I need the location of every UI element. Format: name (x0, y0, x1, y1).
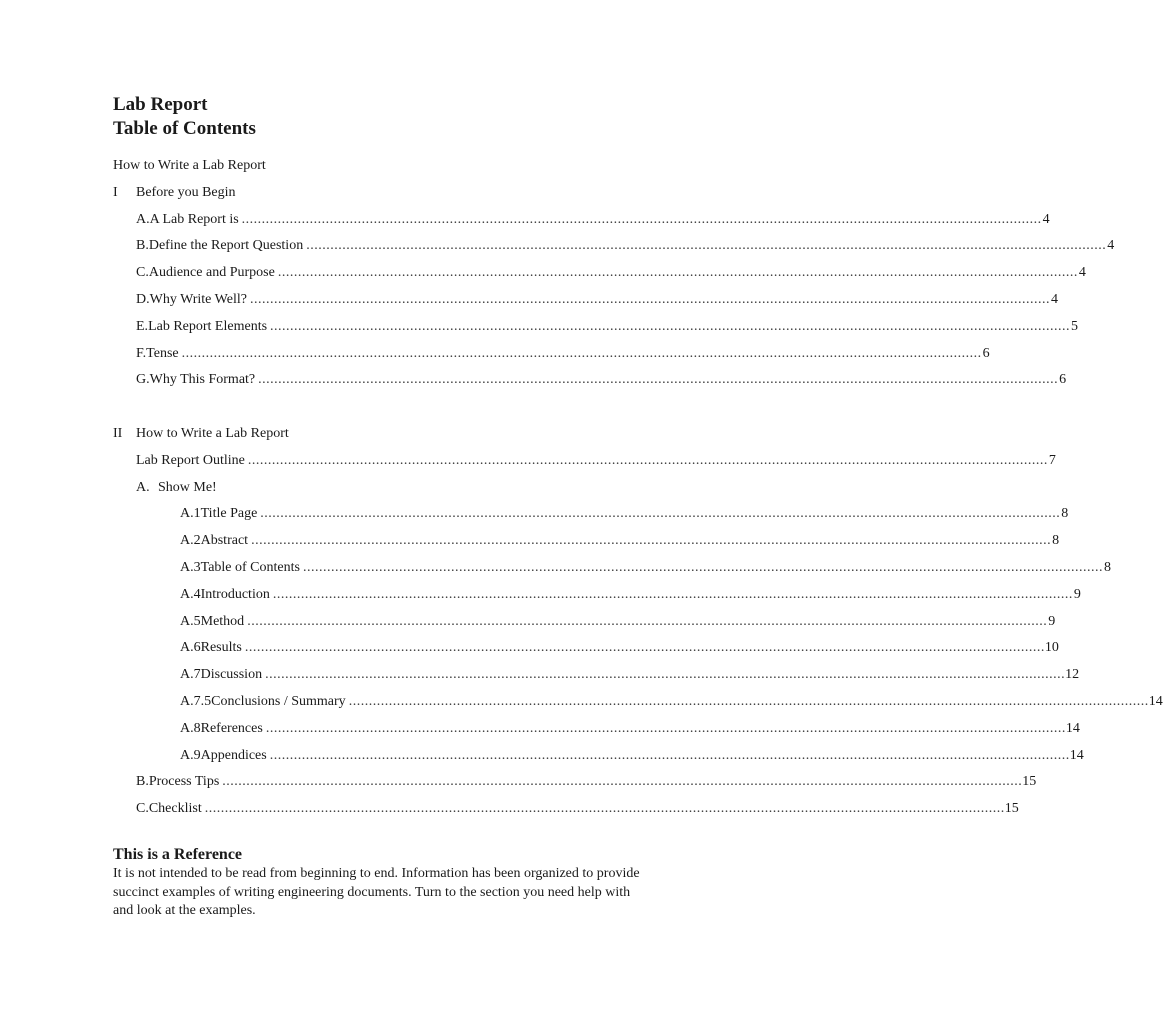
toc-entry (180, 531, 1060, 551)
toc-entry-text: Introduction (200, 586, 270, 602)
toc-entry (180, 692, 1163, 712)
toc-entry (136, 210, 1050, 230)
toc-entry-text: Lab Report Elements (148, 318, 268, 334)
toc-entry-page: 6 (982, 345, 990, 361)
toc-entry (136, 799, 1019, 819)
toc-entry-page: 12 (1065, 667, 1080, 683)
toc-entry-text: Conclusions / Summary (211, 694, 346, 709)
toc-entry (136, 263, 1086, 283)
toc-entry-text: Tense (146, 345, 179, 361)
toc-entry (180, 719, 1080, 739)
toc-entry-label: A.2 (180, 533, 201, 549)
toc-section-2 (0, 424, 768, 444)
dot-leader: ........................................................................................................................................................................................................ (302, 560, 1103, 575)
dot-leader: ........................................................................................................................................................................................................ (269, 747, 1070, 763)
toc-entry-label: E. (136, 318, 149, 334)
subsection-label: A. (136, 479, 150, 495)
toc-entry-page: 4 (1107, 238, 1115, 254)
toc-entry (136, 344, 990, 364)
reference-body: It is not intended to be read from beginning to end. Information has been organized to provide succinct examples of writing engineering documents. Turn to the section you need help with and look at the examples. (113, 866, 640, 918)
section-title: How to Write a Lab Report (136, 426, 289, 441)
toc-entry-label: A.3 (180, 560, 201, 575)
toc-entry-text: Abstract (200, 533, 249, 549)
toc-entry-label: B. (136, 238, 149, 254)
toc-entry-page: 15 (1004, 801, 1019, 817)
toc-entry-page: 4 (1078, 265, 1086, 281)
dot-leader: ........................................................................................................................................................................................................ (247, 452, 1048, 468)
subsection-title: Show Me! (158, 479, 217, 495)
dot-leader: ........................................................................................................................................................................................................ (251, 533, 1052, 549)
toc-entry (180, 585, 1081, 605)
toc-entry (180, 504, 1069, 524)
toc-entry (180, 665, 1080, 685)
toc-entry-label: A. (136, 211, 150, 227)
toc-entry-label: A.8 (180, 720, 201, 736)
toc-entry-text: Discussion (200, 667, 263, 683)
toc-entry-page: 7 (1048, 452, 1056, 468)
doc-subtitle: Table of Contents (113, 118, 256, 139)
doc-title: Lab Report (113, 94, 208, 115)
dot-leader: ........................................................................................................................................................................................................ (222, 774, 1023, 790)
toc-entry-label: D. (136, 292, 150, 307)
toc-entry-text: Process Tips (148, 774, 220, 790)
section-title: Before you Begin (136, 184, 236, 200)
toc-entry-outline (136, 451, 1056, 471)
toc-entry (136, 772, 1037, 792)
toc-entry-text: Why This Format? (149, 372, 256, 388)
toc-entry-label: A.7.5 (180, 694, 212, 709)
toc-entry-text: Checklist (148, 801, 202, 817)
toc-entry (180, 638, 1059, 658)
toc-entry (180, 612, 1056, 632)
toc-entry-page: 8 (1103, 560, 1111, 575)
toc-entry-text: Method (200, 613, 245, 629)
dot-leader: ........................................................................................................................................................................................................ (204, 801, 1005, 817)
toc-intro (0, 156, 768, 176)
toc-entry-page: 6 (1059, 372, 1067, 388)
dot-leader: ........................................................................................................................................................................................................ (244, 640, 1045, 656)
toc-entry (136, 317, 1079, 337)
toc-entry-label: A.4 (180, 586, 201, 602)
dot-leader: ........................................................................................................................................................................................................ (265, 667, 1066, 683)
toc-entry (180, 558, 1111, 578)
dot-leader: ........................................................................................................................................................................................................ (265, 720, 1066, 736)
toc-entry-label: F. (136, 345, 147, 361)
toc-entry-page: 14 (1069, 747, 1084, 763)
toc-entry-text: Audience and Purpose (148, 265, 275, 281)
section-number: I (113, 184, 118, 200)
toc-entry-label: C. (136, 265, 149, 281)
toc-section-1 (0, 183, 768, 203)
toc-entry-page: 14 (1065, 720, 1080, 736)
toc-entry-text: Title Page (200, 506, 258, 522)
dot-leader: ........................................................................................................................................................................................................ (249, 292, 1050, 307)
dot-leader: ........................................................................................................................................................................................................ (260, 506, 1061, 522)
toc-entry-text: Results (200, 640, 242, 656)
toc-intro-text: How to Write a Lab Report (113, 158, 266, 173)
toc-entry-page: 8 (1052, 533, 1060, 549)
toc-entry-page: 9 (1073, 586, 1081, 602)
toc-entry-page: 14 (1148, 694, 1163, 709)
toc-entry (136, 370, 1067, 390)
dot-leader: ........................................................................................................................................................................................................ (270, 318, 1071, 334)
toc-entry-page: 15 (1022, 774, 1037, 790)
toc-entry-page: 5 (1071, 318, 1079, 334)
reference-heading: This is a Reference (113, 846, 243, 863)
toc-entry-page: 4 (1042, 211, 1050, 227)
toc-entry-page: 8 (1061, 506, 1069, 522)
dot-leader: ........................................................................................................................................................................................................ (272, 586, 1073, 602)
dot-leader: ........................................................................................................................................................................................................ (277, 265, 1078, 281)
toc-subsection-showme (0, 478, 768, 498)
dot-leader: ........................................................................................................................................................................................................ (241, 211, 1042, 227)
toc-entry-label: C. (136, 801, 149, 817)
toc-entry-label: G. (136, 372, 150, 388)
dot-leader: ........................................................................................................................................................................................................ (306, 238, 1107, 254)
toc-entry-label: A.7 (180, 667, 201, 683)
dot-leader: ........................................................................................................................................................................................................ (247, 613, 1048, 629)
toc-entry (136, 290, 1058, 310)
toc-entry-page: 9 (1048, 613, 1056, 629)
toc-entry-text: Define the Report Question (148, 238, 304, 254)
dot-leader: ........................................................................................................................................................................................................ (181, 345, 982, 361)
toc-entry-text: Lab Report Outline (136, 452, 245, 468)
dot-leader: ........................................................................................................................................................................................................ (258, 372, 1059, 388)
toc-entry-page: 10 (1044, 640, 1059, 656)
toc-entry-label: A.9 (180, 747, 201, 763)
toc-entry-label: B. (136, 774, 149, 790)
section-number: II (113, 426, 123, 441)
toc-entry-text: Table of Contents (200, 560, 300, 575)
toc-entry-text: References (200, 720, 263, 736)
toc-entry-text: A Lab Report is (149, 211, 239, 227)
toc-entry (180, 746, 1084, 766)
toc-entry-label: A.1 (180, 506, 201, 522)
toc-entry-text: Why Write Well? (149, 292, 247, 307)
toc-entry (136, 236, 1115, 256)
dot-leader: ........................................................................................................................................................................................................ (348, 694, 1149, 709)
toc-entry-label: A.5 (180, 613, 201, 629)
toc-entry-label: A.6 (180, 640, 201, 656)
toc-entry-text: Appendices (200, 747, 267, 763)
toc-entry-page: 4 (1050, 292, 1058, 307)
